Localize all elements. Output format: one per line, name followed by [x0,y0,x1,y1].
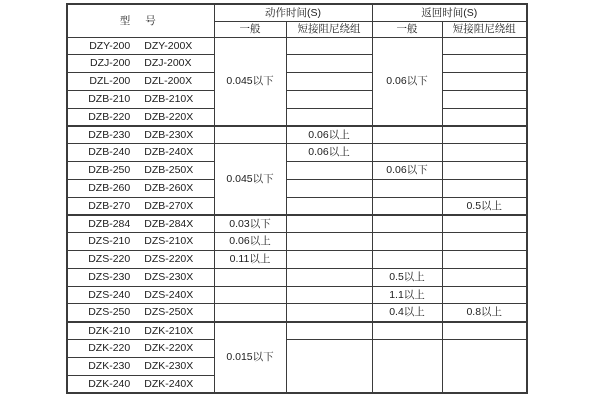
action-short-cell [286,37,372,55]
model-name: DZB-240X [144,146,194,159]
action-short-cell [286,233,372,251]
model-name: DZB-260X [144,182,194,195]
model-name: DZS-220 [88,253,131,266]
return-general-cell [372,233,442,251]
model-name: DZK-240 [88,377,131,390]
model-name: DZB-210X [144,93,194,106]
return-short-cell [442,162,527,180]
model-name: DZL-200 [89,75,131,88]
action-damped-header: 短接阻尼绕组 [286,21,372,37]
action-short-cell [286,197,372,215]
model-cell [67,108,214,126]
model-cell [67,304,214,322]
model-name: DZB-270 [88,199,131,212]
return-general-cell [372,197,442,215]
return-short-cell [442,144,527,162]
table-row [67,304,527,322]
action-general-cell [214,268,286,286]
model-cell [67,162,214,180]
action-short-cell [286,304,372,322]
model-name: DZS-230X [144,271,194,283]
return-general-cell: 1.1以上 [372,286,442,304]
model-name: DZK-210 [88,324,131,337]
table-row [67,144,527,162]
model-name: DZS-210 [88,235,131,248]
action-short-cell [286,108,372,126]
table-row [67,37,527,55]
model-name: DZS-210X [144,235,194,248]
action-general-header: 一般 [214,21,286,37]
return-general-cell: 0.06以下 [372,37,442,126]
model-cell [67,340,214,358]
model-name: DZK-240X [144,377,194,390]
return-general-cell [372,215,442,233]
model-cell [67,179,214,197]
model-name: DZK-230 [88,359,131,372]
action-short-cell [286,73,372,91]
return-general-cell [372,179,442,197]
return-short-cell [442,251,527,269]
return-short-cell [442,90,527,108]
action-short-cell [286,215,372,233]
return-general-cell: 0.4以上 [372,304,442,322]
model-name: DZS-220X [144,253,194,266]
table-row [67,340,527,358]
return-short-cell [442,73,527,91]
return-time-group-header: 返回时间(S) [372,4,527,21]
model-cell [67,322,214,340]
action-short-cell [286,322,372,340]
return-general-cell: 0.06以下 [372,162,442,180]
return-general-cell [372,322,442,340]
action-general-cell: 0.03以下 [214,215,286,233]
return-damped-header: 短接阻尼绕组 [442,21,527,37]
model-cell [67,90,214,108]
model-name: DZB-250 [88,164,131,177]
action-short-cell [286,251,372,269]
model-name: DZB-210 [88,93,131,106]
table-row [67,90,527,108]
model-name: DZJ-200X [144,57,192,70]
model-name: DZB-284 [88,217,131,230]
model-name: DZS-240X [144,288,194,301]
model-cell [67,286,214,304]
model-name: DZB-230 [88,128,131,141]
action-short-cell [286,340,372,393]
model-name: DZS-240 [88,288,131,301]
table-row [67,251,527,269]
return-short-cell [442,179,527,197]
model-name: DZY-200X [144,39,193,52]
model-name: DZL-200X [144,75,193,88]
model-name: DZB-270X [144,199,194,212]
action-general-cell: 0.015以下 [214,322,286,393]
table-row [67,233,527,251]
model-name: DZK-210X [144,324,194,337]
action-short-cell [286,162,372,180]
model-cell [67,144,214,162]
action-short-cell [286,179,372,197]
action-general-cell [214,286,286,304]
table-row [67,322,527,340]
return-general-header: 一般 [372,21,442,37]
return-short-cell [442,233,527,251]
table-row [67,179,527,197]
return-short-cell [442,126,527,144]
return-short-cell: 0.5以上 [442,197,527,215]
model-name: DZB-220X [144,110,194,123]
action-general-cell: 0.045以下 [214,37,286,126]
return-general-cell: 0.5以上 [372,268,442,286]
table-row [67,108,527,126]
model-cell [67,357,214,375]
model-name: DZK-220 [88,342,131,355]
model-cell [67,233,214,251]
table-row [67,55,527,73]
action-general-cell: 0.11以上 [214,251,286,269]
model-cell [67,197,214,215]
model-cell [67,215,214,233]
model-cell [67,251,214,269]
return-short-cell [442,286,527,304]
return-short-cell: 0.8以上 [442,304,527,322]
action-short-cell: 0.06以上 [286,144,372,162]
return-short-cell [442,108,527,126]
return-short-cell [442,340,527,393]
return-general-cell [372,144,442,162]
model-name: DZS-230 [88,271,131,283]
model-name: DZB-284X [144,217,194,230]
table-row [67,215,527,233]
table-row [67,286,527,304]
model-name: DZY-200 [89,39,131,52]
model-name: DZK-230X [144,359,194,372]
action-general-cell: 0.06以上 [214,233,286,251]
return-short-cell [442,37,527,55]
model-name: DZB-240 [88,146,131,159]
model-cell [67,268,214,286]
model-name: DZB-250X [144,164,194,177]
action-general-cell [214,304,286,322]
action-short-cell [286,286,372,304]
table-row [67,197,527,215]
model-cell [67,375,214,393]
action-short-cell [286,55,372,73]
action-short-cell [286,90,372,108]
return-short-cell [442,322,527,340]
model-cell [67,37,214,55]
action-short-cell [286,268,372,286]
action-short-cell: 0.06以上 [286,126,372,144]
model-cell [67,73,214,91]
model-name: DZK-220X [144,342,194,355]
model-name: DZB-260 [88,182,131,195]
table-row [67,268,527,286]
model-name: DZJ-200 [89,57,131,70]
model-cell [67,126,214,144]
header-row-groups [67,4,527,21]
table-row [67,162,527,180]
action-general-cell: 0.045以下 [214,144,286,215]
model-name: DZB-230X [144,128,194,141]
return-short-cell [442,215,527,233]
return-general-cell [372,126,442,144]
action-time-group-header: 动作时间(S) [214,4,372,21]
model-name: DZS-250 [88,306,131,319]
table-row [67,126,527,144]
model-column-header: 型 号 [67,4,214,37]
return-general-cell [372,251,442,269]
action-general-cell [214,126,286,144]
model-cell [67,55,214,73]
model-name: DZS-250X [144,306,194,319]
return-short-cell [442,55,527,73]
return-short-cell [442,268,527,286]
relay-timing-table [66,3,528,394]
return-general-cell [372,340,442,393]
model-name: DZB-220 [88,110,131,123]
table-row [67,73,527,91]
